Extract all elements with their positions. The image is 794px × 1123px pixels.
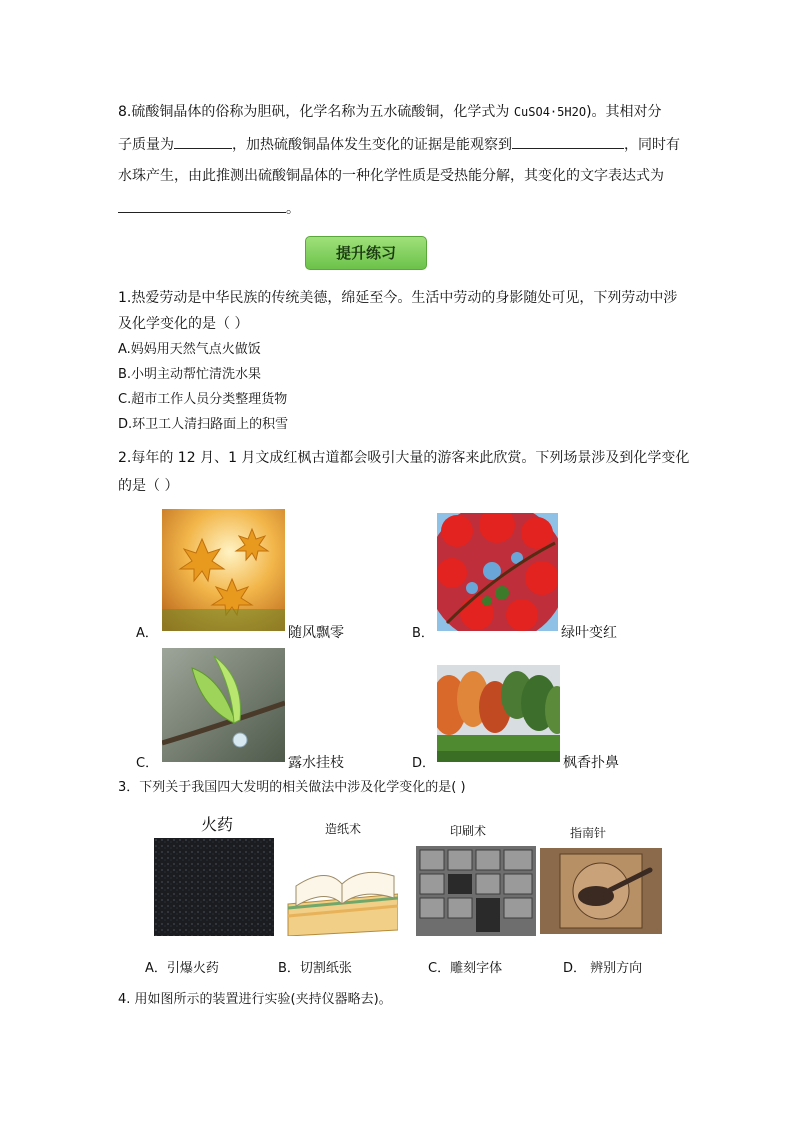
q1-stem-line1: 1.热爱劳动是中华民族的传统美德，绵延至今。生活中劳动的身影随处可见，下列劳动中涉 <box>118 290 678 306</box>
q2-stem-line1: 2.每年的 12 月、1 月文成红枫古道都会吸引大量的游客来此欣赏。下列场景涉及到化学变化 <box>118 450 690 466</box>
q3-image-title-papermaking: 造纸术 <box>325 822 362 836</box>
gunpowder-photo <box>154 838 274 936</box>
q3-image-title-printing: 印刷术 <box>450 824 487 838</box>
q2-choice-d-letter[interactable]: D． <box>412 756 436 771</box>
compass-sinan-photo <box>540 848 662 934</box>
q8-line2-part2: ，加热硫酸铜晶体发生变化的证据是能观察到 <box>232 137 512 153</box>
q8-line1-end: )。其相对分 <box>586 104 662 120</box>
q8-line4 <box>118 198 300 219</box>
q4-stem: 4. 用如图所示的装置进行实验(夹持仪器略去)。 <box>118 992 392 1007</box>
q2-choice-d-caption: 枫香扑鼻 <box>563 755 619 771</box>
answer-blank[interactable] <box>512 134 624 149</box>
section-badge: 提升练习 <box>305 236 427 270</box>
q8-line1 <box>118 102 662 122</box>
answer-blank[interactable] <box>174 134 232 149</box>
q1-option-b[interactable]: B.小明主动帮忙清洗水果 <box>118 367 262 382</box>
q8-line1-text: 8.硫酸铜晶体的俗称为胆矾，化学名称为五水硫酸铜，化学式为 <box>118 104 510 120</box>
q8-line2 <box>118 134 680 155</box>
q1-option-c[interactable]: C.超市工作人员分类整理货物 <box>118 392 288 407</box>
falling-maple-leaves-photo <box>162 509 285 631</box>
q2-choice-b-letter[interactable]: B． <box>412 626 434 641</box>
q1-option-d[interactable]: D.环卫工人清扫路面上的积雪 <box>118 417 289 432</box>
q1-stem-line2: 及化学变化的是（ ） <box>118 316 249 332</box>
q2-choice-c-caption: 露水挂枝 <box>288 755 344 771</box>
q2-choice-b-caption: 绿叶变红 <box>561 625 617 641</box>
answer-blank[interactable] <box>118 198 286 213</box>
q2-stem-line2: 的是（ ） <box>118 478 179 494</box>
q2-choice-a-caption: 随风飘零 <box>288 625 344 641</box>
dewdrop-on-branch-photo <box>162 648 285 762</box>
q3-option-b[interactable]: B．切割纸张 <box>278 961 352 976</box>
q3-option-d[interactable]: D． 辨别方向 <box>563 961 643 976</box>
q2-choice-a-letter[interactable]: A． <box>136 626 158 641</box>
movable-type-photo <box>416 846 536 936</box>
q3-image-title-compass: 指南针 <box>570 826 607 840</box>
autumn-forest-photo <box>437 665 560 762</box>
red-maple-leaves-photo <box>437 513 558 631</box>
q8-formula: CuSO4·5H2O <box>513 105 587 119</box>
q3-stem: 3．下列关于我国四大发明的相关做法中涉及化学变化的是( ) <box>118 780 466 795</box>
q8-line3: 水珠产生，由此推测出硫酸铜晶体的一种化学性质是受热能分解，其变化的文字表达式为 <box>118 168 664 184</box>
q2-choice-c-letter[interactable]: C． <box>136 756 159 771</box>
q8-line4-end: 。 <box>286 201 300 217</box>
q3-image-title-gunpowder: 火药 <box>201 815 234 834</box>
q3-option-a[interactable]: A．引爆火药 <box>145 961 219 976</box>
papermaking-book-illustration <box>286 846 398 936</box>
q3-option-c[interactable]: C．雕刻字体 <box>428 961 503 976</box>
q8-line2-part1: 子质量为 <box>118 137 174 153</box>
q1-option-a[interactable]: A.妈妈用天然气点火做饭 <box>118 342 261 357</box>
q8-line2-part3: ，同时有 <box>624 137 680 153</box>
